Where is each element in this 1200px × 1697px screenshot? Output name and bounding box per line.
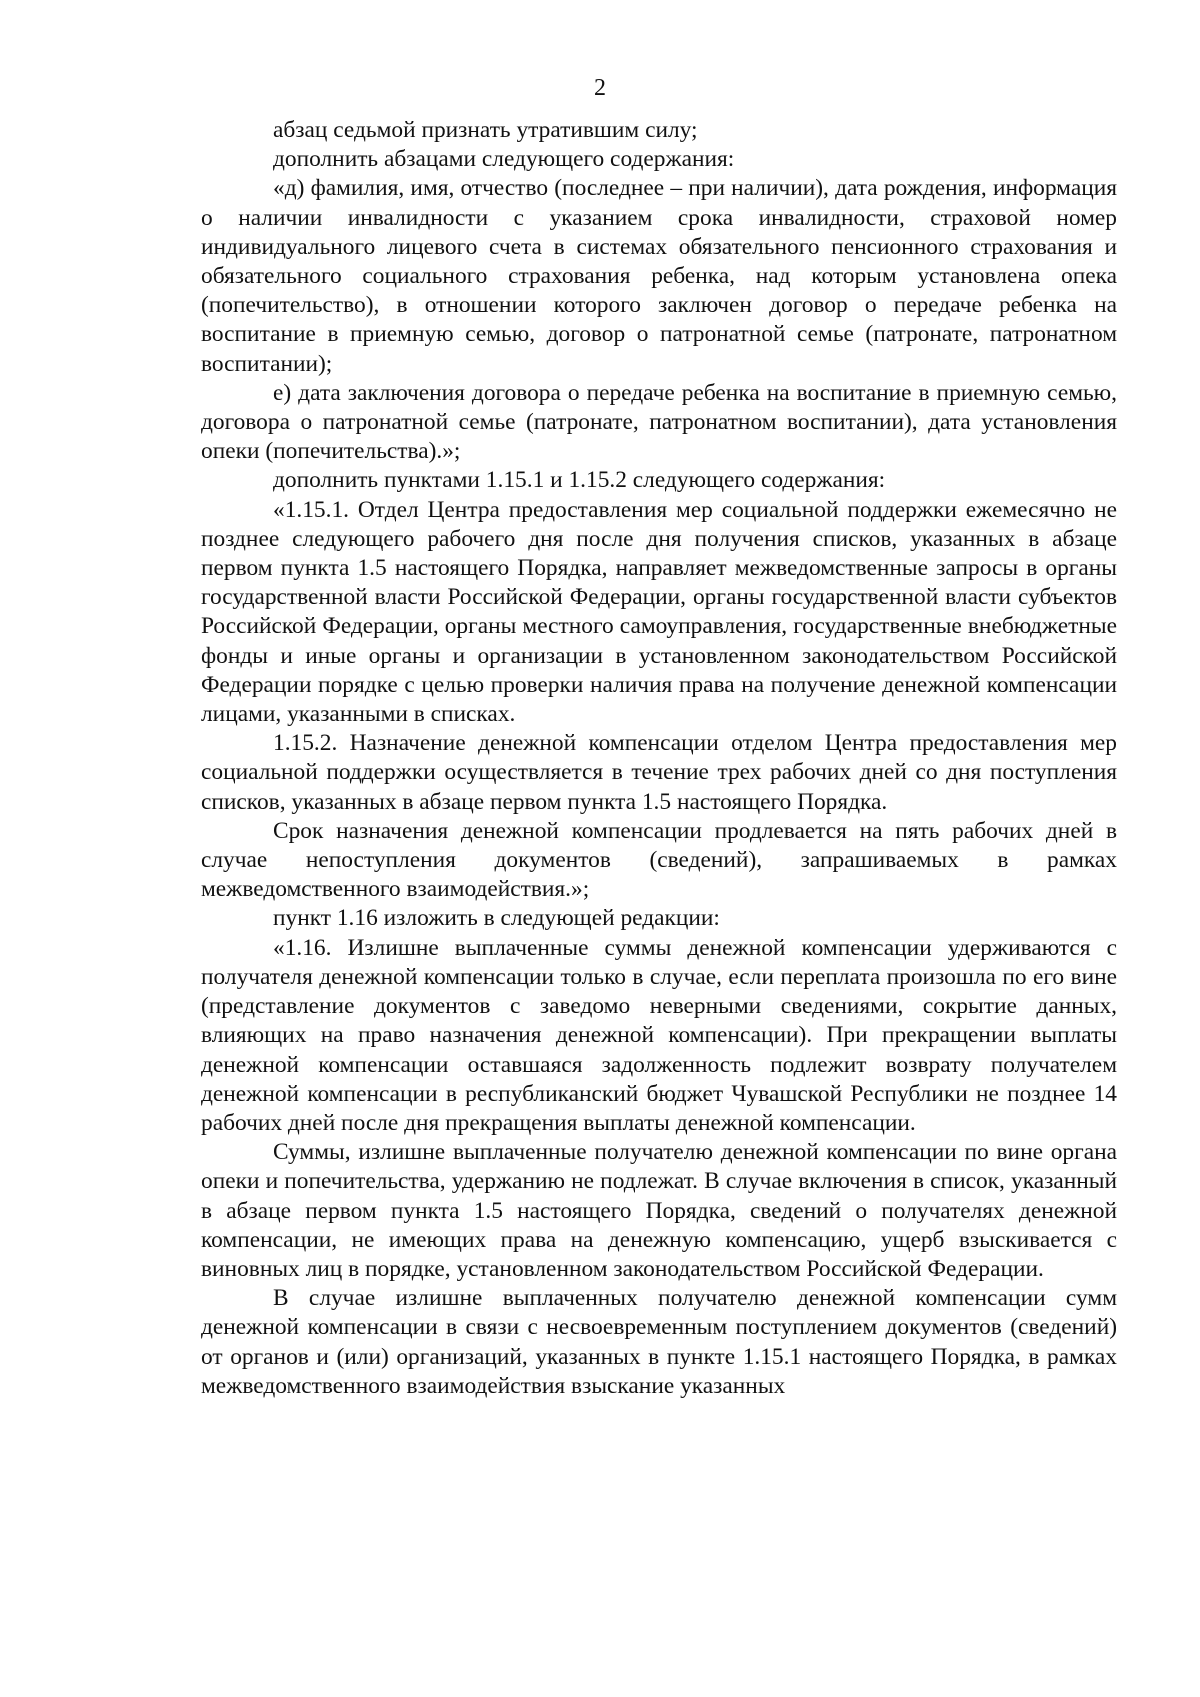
paragraph: дополнить пунктами 1.15.1 и 1.15.2 следующего содержания: bbox=[273, 467, 886, 494]
paragraph: «д) фамилия, имя, отчество (последнее – при наличии), дата рождения, информация о наличии инвалидности с указанием срока инвалидности, страховой номер индивидуального лицевого счета в системах обязательного пенсионного страхования и обязательного социального страхования ребенка, над которым установлена опека (попечительство), в отношении которого заключен договор о передаче ребенка на воспитание в приемную семью, договор о патронатной семье (патронате, патронатном воспитании); bbox=[201, 175, 1117, 377]
paragraph: абзац седьмой признать утратившим силу; bbox=[273, 117, 698, 143]
paragraph: «1.16. Излишне выплаченные суммы денежной компенсации удерживаются с получателя денежной компенсации только в случае, если переплата произошла по его вине (представление документов с заведомо неверными сведениями, сокрытие данных, влияющих на право назначения денежной компенсации). При прекращении выплаты денежной компенсации оставшаяся задолженность подлежит возврату получателем денежной компенсации в республиканский бюджет Чувашской Республики не позднее 14 рабочих дней после дня прекращения выплаты денежной компенсации. bbox=[201, 934, 1117, 1136]
paragraph: В случае излишне выплаченных получателю денежной компенсации сумм денежной компенсации в связи с несвоевременным поступлением документов (сведений) от органов и (или) организаций, указанных в пункте 1.15.1 настоящего Порядка, в рамках межведомственного взаимодействия взыскание указанных bbox=[201, 1285, 1117, 1399]
paragraph: пункт 1.16 изложить в следующей редакции: bbox=[273, 905, 720, 932]
document-body bbox=[201, 116, 1117, 1401]
paragraph: 1.15.2. Назначение денежной компенсации отделом Центра предоставления мер социальной поддержки осуществляется в течение трех рабочих дней со дня поступления списков, указанных в абзаце первом пункта 1.5 настоящего Порядка. bbox=[201, 730, 1117, 815]
paragraph: е) дата заключения договора о передаче ребенка на воспитание в приемную семью, договора о патронатной семье (патронате, патронатном воспитании), дата установления опеки (попечительства).»; bbox=[201, 379, 1117, 465]
paragraph: дополнить абзацами следующего содержания: bbox=[273, 146, 735, 173]
paragraph: «1.15.1. Отдел Центра предоставления мер социальной поддержки ежемесячно не позднее следующего рабочего дня после дня получения списков, указанных в абзаце первом пункта 1.5 настоящего Порядка, направляет межведомственные запросы в органы государственной власти Российской Федерации, органы государственной власти субъектов Российской Федерации, органы местного самоуправления, государственные внебюджетные фонды и иные органы и организации в установленном законодательством Российской Федерации порядке с целью проверки наличия права на получение денежной компенсации лицами, указанными в списках. bbox=[201, 496, 1117, 728]
paragraph: Срок назначения денежной компенсации продлевается на пять рабочих дней в случае непоступления документов (сведений), запрашиваемых в рамках межведомственного взаимодействия.»; bbox=[201, 817, 1117, 903]
page-number: 2 bbox=[594, 75, 606, 101]
paragraph: Суммы, излишне выплаченные получателю денежной компенсации по вине органа опеки и попечительства, удержанию не подлежат. В случае включения в список, указанный в абзаце первом пункта 1.5 настоящего Порядка, сведений о получателях денежной компенсации, не имеющих права на денежную компенсацию, ущерб взыскивается с виновных лиц в порядке, установленном законодательством Российской Федерации. bbox=[201, 1139, 1117, 1282]
